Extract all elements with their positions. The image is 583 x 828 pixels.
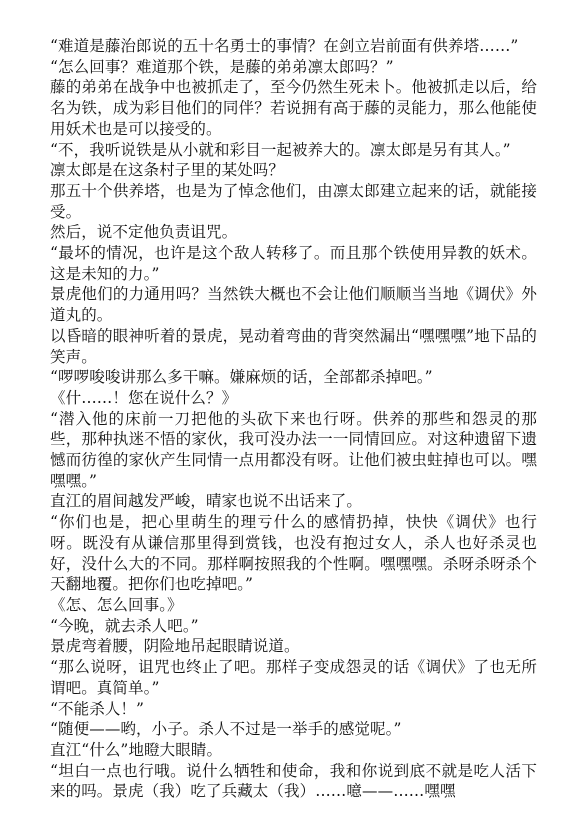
paragraph: “坦白一点也行哦。说什么牺牲和使命，我和你说到底不就是吃人活下来的吗。景虎（我）吃了兵藏太（我）……噫——……嘿嘿 <box>50 761 537 801</box>
paragraph: 景虎他们的力通用吗？当然铁大概也不会让他们顺顺当当地《调伏》外道丸的。 <box>50 285 537 325</box>
paragraph: 直江的眉间越发严峻，晴家也说不出话来了。 <box>50 492 363 511</box>
paragraph: “怎么回事？难道那个铁，是藤的弟弟凛太郎吗？” <box>50 57 394 76</box>
paragraph: “啰啰唆唆讲那么多干嘛。嫌麻烦的话，全部都杀掉吧。” <box>50 368 433 387</box>
paragraph: “那么说呀，诅咒也终止了吧。那样子变成怨灵的话《调伏》了也无所谓吧。真简单。” <box>50 658 537 697</box>
paragraph: 凛太郎是在这条村子里的某处吗？ <box>50 161 285 180</box>
paragraph: “最坏的情况，也许是这个敌人转移了。而且那个铁使用异教的妖术。这是未知的力。” <box>50 244 537 283</box>
paragraph: “难道是藤治郎说的五十名勇士的事情？在剑立岩前面有供养塔……” <box>50 37 519 55</box>
paragraph: “潜入他的床前一刀把他的头砍下来也行呀。供养的那些和怨灵的那些，那种执迷不悟的家伙，我可没办法一一同情回应。对这种遗留下遗憾而彷徨的家伙产生同情一点用都没有呀。让他们被虫蛀掉也可以。嘿嘿嘿。” <box>50 409 537 490</box>
paragraph: 直江“什么”地瞪大眼睛。 <box>50 740 223 759</box>
paragraph: 那五十个供养塔，也是为了悼念他们，由凛太郎建立起来的话，就能接受。 <box>50 181 537 221</box>
paragraph: 藤的弟弟在战争中也被抓走了，至今仍然生死未卜。他被抓走以后，给名为铁，成为彩目他们的同伴？若说拥有高于藤的灵能力，那么他能使用妖术也是可以接受的。 <box>50 78 537 138</box>
paragraph: “不，我听说铁是从小就和彩目一起被养大的。凛太郎是另有其人。” <box>50 140 511 159</box>
paragraph: 《什……！您在说什么？》 <box>50 388 238 407</box>
paragraph: “随便——哟，小子。杀人不过是一举手的感觉呢。” <box>50 720 402 739</box>
paragraph: 以昏暗的眼神听着的景虎，晃动着弯曲的背突然漏出“嘿嘿嘿”地下品的笑声。 <box>50 326 537 366</box>
paragraph: “你们也是，把心里萌生的理亏什么的感情扔掉，快快《调伏》也行呀。既没有从谦信那里得到赏钱，也没有抱过女人，杀人也好杀灵也好，没什么大的不同。那样啊按照我的个性啊。嘿嘿嘿。杀呀杀呀杀个天翻地覆。把你们也吃掉吧。” <box>50 513 537 594</box>
paragraph: 《怎、怎么回事。》 <box>50 595 183 614</box>
paragraph: “今晚，就去杀人吧。” <box>50 616 199 635</box>
paragraph: 景虎弯着腰，阴险地吊起眼睛说道。 <box>50 637 300 656</box>
paragraph: 然后，说不定他负责诅咒。 <box>50 223 238 242</box>
paragraph: “不能杀人！” <box>50 699 145 718</box>
